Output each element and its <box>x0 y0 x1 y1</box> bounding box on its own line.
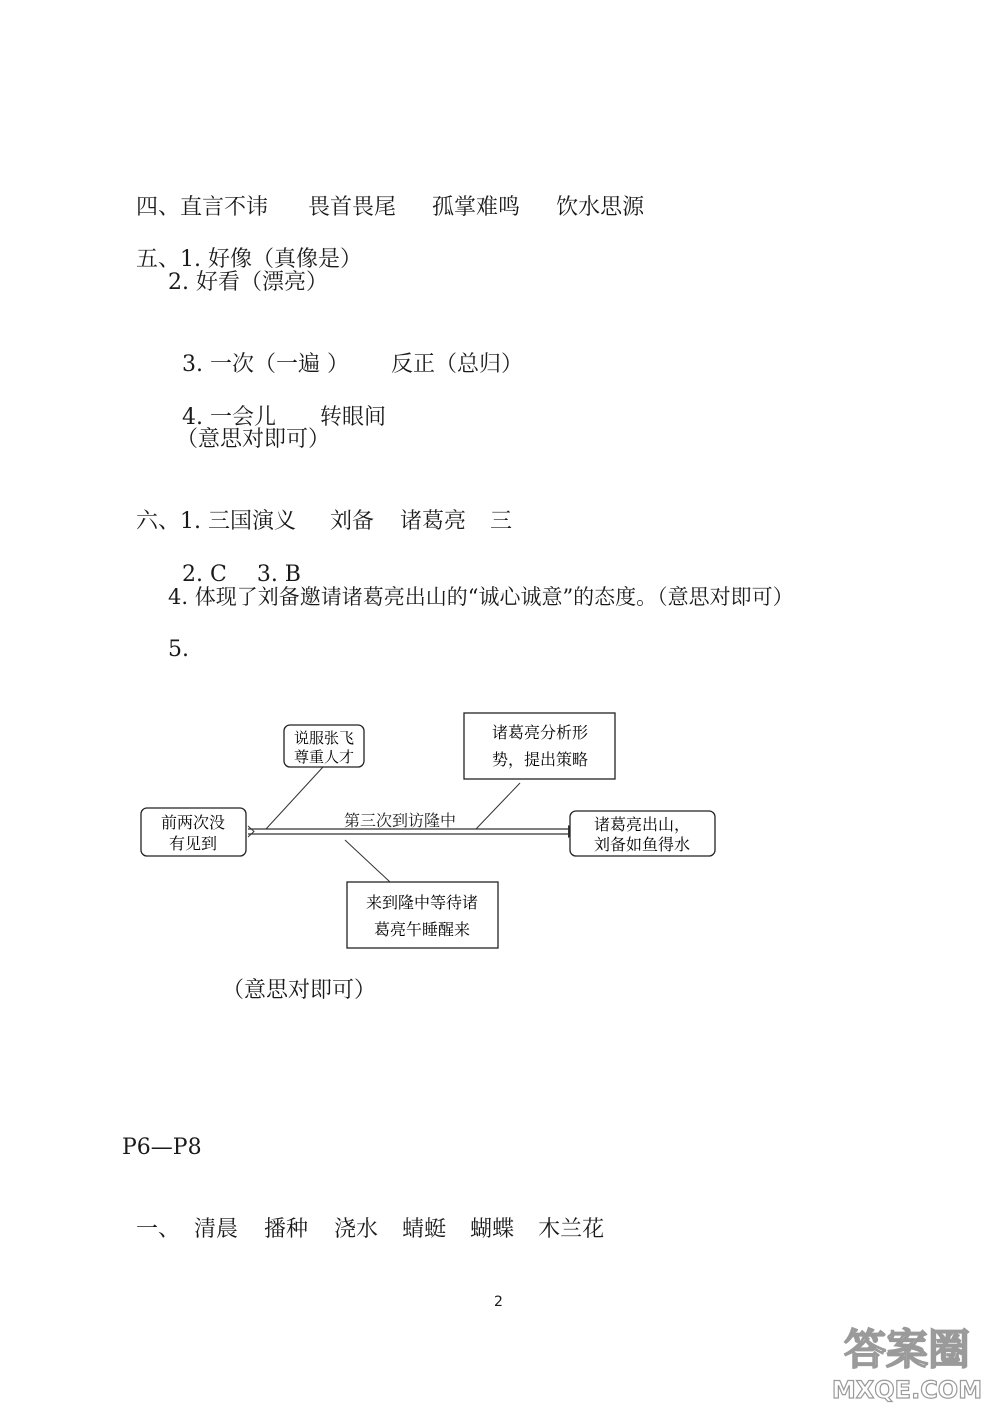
section-1-line <box>122 1185 604 1245</box>
box-wait-nap-line-2: 葛亮午睡醒来 <box>373 920 471 939</box>
box-zhuge-analysis-line-1: 诸葛亮分析形 <box>491 723 589 742</box>
word-2: 播种 <box>264 1217 309 1242</box>
answer-6-3: 3. B <box>256 562 301 587</box>
answer-6-1a: 1. 三国演义 <box>180 509 296 534</box>
answer-6-2: 2. C <box>182 562 227 587</box>
watermark-top: 答案圈 <box>843 1325 971 1374</box>
diagram-note: （意思对即可） <box>222 978 377 1003</box>
word-3: 浇水 <box>334 1217 379 1242</box>
answer-6-4: 4. 体现了刘备邀请诸葛亮出山的“诚心诚意”的态度。（意思对即可） <box>168 585 794 609</box>
answer-6-1c: 诸葛亮 <box>400 509 467 534</box>
answer-5-3a: 3. 一次（一遍 ） <box>182 352 349 377</box>
section-4-label: 四、 <box>136 195 181 220</box>
watermark-logo <box>822 1310 992 1410</box>
word-6: 木兰花 <box>538 1217 605 1242</box>
answer-6-1d: 三 <box>490 509 513 534</box>
box-first-two-visits-line-2: 有见到 <box>168 834 218 853</box>
word-4: 蜻蜓 <box>402 1217 447 1242</box>
section-6-label: 六、 <box>136 509 181 534</box>
answer-5-2: 2. 好看（漂亮） <box>168 270 328 295</box>
connector-top-left <box>266 767 323 829</box>
word-1: 清晨 <box>194 1217 239 1242</box>
page-number: 2 <box>494 1294 503 1310</box>
idiom-2: 畏首畏尾 <box>308 195 397 220</box>
idiom-3: 孤掌难鸣 <box>432 195 521 220</box>
box-first-two-visits-line-1: 前两次没 <box>160 813 226 832</box>
box-zhuge-joins-line-2: 刘备如鱼得水 <box>593 835 691 854</box>
section-5-label: 五、 <box>136 247 181 272</box>
connector-top-right <box>476 783 520 829</box>
box-zhuge-joins-line-1: 诸葛亮出山， <box>593 815 691 834</box>
idiom-4: 饮水思源 <box>556 195 645 220</box>
word-5: 蝴蝶 <box>470 1217 515 1242</box>
answer-5-4a: 4. 一会儿 <box>182 405 276 430</box>
section-1-label: 一、 <box>136 1217 181 1242</box>
answer-5-3b: 反正（总归） <box>390 352 523 377</box>
page-range: P6—P8 <box>122 1135 202 1160</box>
answer-5-1: 1. 好像（真像是） <box>180 247 362 272</box>
box-persuade-zhangfei-line-2: 尊重人才 <box>293 748 355 766</box>
box-persuade-zhangfei-line-1: 说服张飞 <box>293 729 355 747</box>
answer-5-4b: 转眼间 <box>319 405 386 430</box>
box-wait-nap-line-1: 来到隆中等待诸 <box>365 893 479 912</box>
answer-6-1b: 刘备 <box>330 509 375 534</box>
connector-bottom <box>345 840 390 882</box>
watermark-bottom: MXQE.COM <box>831 1376 983 1404</box>
section-5-note: （意思对即可） <box>176 427 331 452</box>
arrow-label: 第三次到访隆中 <box>343 811 457 830</box>
idiom-1: 直言不讳 <box>180 195 269 220</box>
answer-6-5-label: 5. <box>168 637 189 662</box>
box-zhuge-analysis-line-2: 势，提出策略 <box>491 750 589 769</box>
